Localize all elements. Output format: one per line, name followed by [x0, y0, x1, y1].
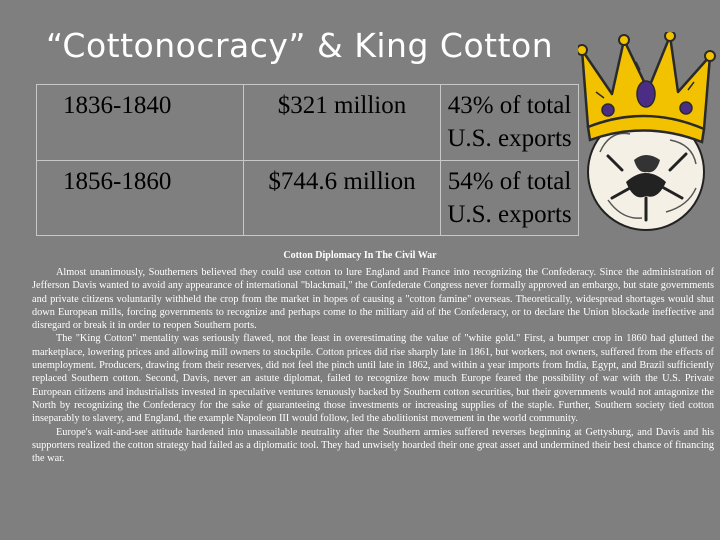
share-line: U.S. exports: [447, 200, 572, 228]
table-row: [37, 85, 579, 161]
value-cell: $321 million: [244, 85, 441, 161]
share-cell: [441, 85, 579, 161]
article-paragraph: The "King Cotton" mentality was seriously flawed, not the least in overestimating the value of "white gold." First, a bumper crop in 1860 had glutted the marketplace, lowering prices and allowing mill owners to stockpile. Cotton prices did rise sharply late in 1861, but workers, not owners, suffered from the effects of unemployment. Producers, drawing from their reserves, did not feel the pinch until late in 1862, and within a year imports from India, Egypt, and Brazil sufficiently replaced Southern cotton. Second, Davis, never an astute diplomat, failed to recognize how much Europe feared the possibility of war with the U.S. Private European citizens and industrialists invested in speculative ventures tenuously backed by Southern cotton securities, but their governments would not antagonize the North by recognizing the Confederacy for the sake of guaranteeing those investments or increasing supplies of the staple. Further, Southern society tied cotton inseparably to slavery, and England, the example Napoleon III would follow, led the abolitionist movement in the world community.: [32, 333, 714, 425]
article-body: [32, 266, 714, 465]
table-row: [37, 160, 579, 236]
share-cell: [441, 160, 579, 236]
period-cell: 1836-1840: [37, 85, 244, 161]
value-cell: $744.6 million: [244, 160, 441, 236]
period-cell: 1856-1860: [37, 160, 244, 236]
share-line: U.S. exports: [447, 125, 572, 152]
article-heading: Cotton Diplomacy In The Civil War: [283, 250, 437, 261]
cotton-exports-table: [36, 84, 579, 236]
article-paragraph: Almost unanimously, Southerners believed they could use cotton to lure England and France into recognizing the Confederacy. Since the administration of Jefferson Davis wanted to avoid any appearance of international "blackmail," the Confederate Congress never formally approved an embargo, but state governments and private citizens voluntarily withheld the crop from the market in hopes of causing a "cotton famine" overseas. Theoretically, widespread shortages would shut down European mills, forcing governments to recognize and perhaps come to the military aid of the Confederacy, or to declare the Union blockade ineffective and disregard or break it in order to reopen Southern ports.: [32, 267, 714, 332]
slide-title: “Cottonocracy” & King Cotton: [46, 26, 554, 65]
crown-icon: [578, 32, 715, 142]
king-cotton-crown-icon: [578, 32, 720, 242]
share-line: 43% of total: [447, 92, 572, 119]
share-line: 54% of total: [447, 167, 572, 195]
article-paragraph: Europe's wait-and-see attitude hardened into unassailable neutrality after the Southern armies suffered reverses beginning at Gettysburg, and Davis and his supporters realized the cotton strategy had failed as a diplomatic tool. They had unwisely hoarded their one great asset and undermined their best chance of financing the war.: [32, 426, 714, 465]
